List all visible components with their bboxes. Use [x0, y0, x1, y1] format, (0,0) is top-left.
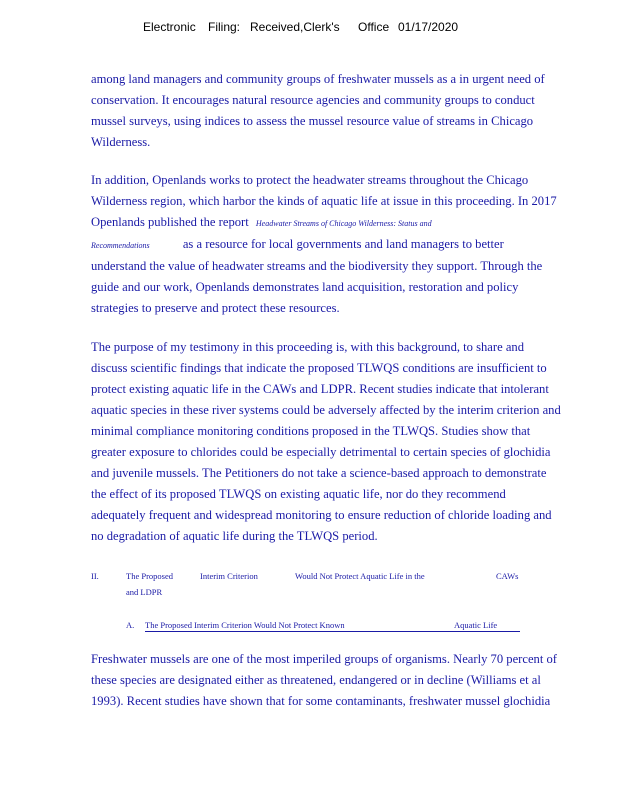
subheading-text: The Proposed Interim Criterion Would Not Protect Known [145, 620, 345, 630]
header-date: 01/17/2020 [398, 20, 459, 34]
report-title: Headwater Streams of Chicago Wilderness: Status and [255, 219, 432, 228]
paragraph-testimony-purpose [91, 337, 591, 547]
text-line: no degradation of aquatic life during the TLWQS period. [91, 529, 378, 543]
text-line: discuss scientific findings that indicate the proposed TLWQS conditions are insufficient to [91, 361, 547, 375]
text-line: among land managers and community groups of freshwater mussels as a in urgent need of [91, 72, 545, 86]
text-line: In addition, Openlands works to protect the headwater streams throughout the Chicago [91, 173, 529, 187]
text-line: greater exposure to chlorides could be especially detrimental to certain species of glochidia [91, 445, 551, 459]
text-line [91, 234, 591, 256]
text-line: aquatic species in these river systems could be adversely affected by the interim criterion and [91, 403, 561, 417]
section-number: II. [91, 571, 99, 581]
header-office: Office [358, 20, 390, 34]
text-line: 1993). Recent studies have shown that for some contaminants, freshwater mussel glochidia [91, 694, 551, 708]
text-line: Wilderness region, which harbor the kinds of aquatic life at issue in this proceeding. In 2017 [91, 194, 557, 208]
text-line: minimal compliance monitoring conditions proposed in the TLWQS. Studies show that [91, 424, 531, 438]
report-title-continued: Recommendations [91, 241, 150, 250]
text-line [91, 212, 591, 234]
subheading-letter: A. [126, 620, 135, 630]
text-line: these species are designated either as threatened, endangered or in decline (Williams et al [91, 673, 541, 687]
text-line: understand the value of headwater streams and the biodiversity they support. Through the [91, 259, 543, 273]
header-filing: Filing: [208, 20, 241, 34]
subheading-text-end: Aquatic Life [454, 620, 498, 630]
section-heading-part: The Proposed [126, 571, 173, 581]
header-received: Received,Clerk's [250, 20, 340, 34]
text-line: and juvenile mussels. The Petitioners do not take a science-based approach to demonstrate [91, 466, 547, 480]
text-line: The purpose of my testimony in this proceeding is, with this background, to share and [91, 340, 525, 354]
section-heading-part: Would Not Protect Aquatic Life in the [295, 571, 425, 581]
text-fragment: Openlands published the report [91, 215, 249, 229]
text-line: protect existing aquatic life in the CAWs and LDPR. Recent studies indicate that intolerant [91, 382, 549, 396]
text-line: mussel surveys, using indices to assess the mussel resource value of streams in Chicago [91, 114, 534, 128]
text-line: conservation. It encourages natural resource agencies and community groups to conduct [91, 93, 535, 107]
section-heading-part: and LDPR [126, 587, 163, 597]
paragraph-mussel-conservation [91, 69, 591, 153]
paragraph-freshwater-mussels [91, 649, 591, 712]
text-line: Wilderness. [91, 135, 151, 149]
text-line: adequately frequent and widespread monitoring to ensure reduction of chloride loading and [91, 508, 552, 522]
text-line: Freshwater mussels are one of the most imperiled groups of organisms. Nearly 70 percent of [91, 652, 557, 666]
subheading-underline [145, 631, 520, 632]
header-electronic: Electronic [143, 20, 196, 34]
section-heading-part: Interim Criterion [200, 571, 258, 581]
text-fragment: as a resource for local governments and land managers to better [182, 237, 504, 251]
text-line: the effect of its proposed TLWQS on existing aquatic life, nor do they recommend [91, 487, 506, 501]
paragraph-openlands-headwaters [91, 170, 591, 319]
section-heading-part: CAWs [496, 571, 519, 581]
text-line: guide and our work, Openlands demonstrates land acquisition, restoration and policy [91, 280, 519, 294]
text-line: strategies to preserve and protect these resources. [91, 301, 340, 315]
